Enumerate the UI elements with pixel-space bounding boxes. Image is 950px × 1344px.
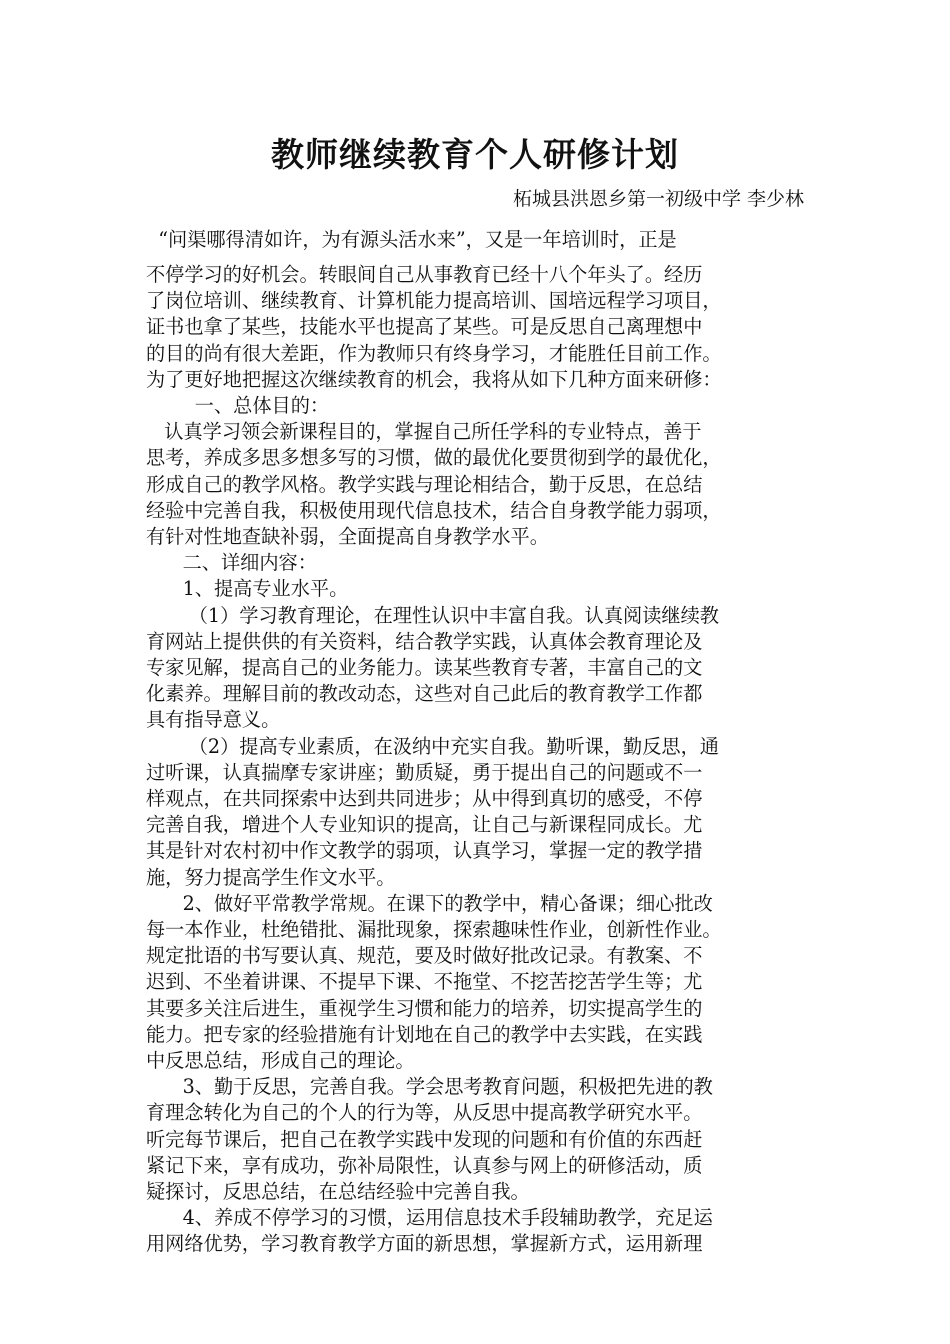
body-line: 能力。把专家的经验措施有计划地在自己的教学中去实践，在实践 bbox=[146, 1022, 703, 1046]
body-line: 施，努力提高学生作文水平。 bbox=[146, 865, 396, 889]
body-line: 有针对性地查缺补弱，全面提高自身教学水平。 bbox=[146, 525, 549, 548]
body-line: 过听课，认真揣摩专家讲座；勤质疑，勇于提出自己的问题或不一 bbox=[146, 760, 703, 784]
body-line: 认真学习领会新课程目的，掌握自己所任学科的专业特点，善于 bbox=[146, 420, 702, 444]
body-line: 育网站上提供供的有关资料，结合教学实践，认真体会教育理论及 bbox=[146, 629, 703, 653]
body-line: 的目的尚有很大差距，作为教师只有终身学习，才能胜任目前工作。 bbox=[146, 341, 722, 365]
body-line: 具有指导意义。 bbox=[146, 708, 281, 732]
body-line: 形成自己的教学风格。教学实践与理论相结合，勤于反思，在总结 bbox=[146, 472, 703, 496]
body-line: 2、做好平常教学常规。在课下的教学中，精心备课；细心批改 bbox=[146, 891, 713, 915]
body-line: 1、提高专业水平。 bbox=[146, 577, 349, 601]
body-line: 了岗位培训、继续教育、计算机能力提高培训、国培远程学习项目， bbox=[146, 289, 722, 313]
body-line: 其要多关注后进生，重视学生习惯和能力的培养，切实提高学生的 bbox=[146, 996, 703, 1020]
body-line: 规定批语的书写要认真、规范，要及时做好批改记录。有教案、不 bbox=[146, 944, 703, 968]
body-line: （1）学习教育理论，在理性认识中丰富自我。认真阅读继续教 bbox=[146, 603, 719, 627]
body-line: 经验中完善自我，积极使用现代信息技术，结合自身教学能力弱项， bbox=[146, 498, 722, 522]
body-line: 3、勤于反思，完善自我。学会思考教育问题，积极把先进的教 bbox=[146, 1075, 713, 1099]
body-line: 听完每节课后，把自己在教学实践中发现的问题和有价值的东西赶 bbox=[146, 1127, 703, 1151]
body-line: 4、养成不停学习的习惯，运用信息技术手段辅助教学，充足运 bbox=[146, 1206, 713, 1230]
body-line: 每一本作业，杜绝错批、漏批现象，探索趣味性作业，创新性作业。 bbox=[146, 918, 722, 941]
body-line: 中反思总结，形成自己的理论。 bbox=[146, 1049, 415, 1072]
body-line: 完善自我，增进个人专业知识的提高，让自己与新课程同成长。尤 bbox=[146, 813, 703, 837]
body-line: 思考，养成多思多想多写的习惯，做的最优化要贯彻到学的最优化， bbox=[146, 446, 722, 470]
body-line: （2）提高专业素质，在汲纳中充实自我。勤听课，勤反思，通 bbox=[146, 734, 719, 758]
body-line: 用网络优势，学习教育教学方面的新思想，掌握新方式，运用新理 bbox=[146, 1232, 703, 1256]
body-line: 育理念转化为自己的个人的行为等，从反思中提高教学研究水平。 bbox=[146, 1101, 703, 1125]
body-line: 化素养。理解目前的教改动态，这些对自己此后的教育教学工作都 bbox=[146, 682, 703, 706]
body-line: 为了更好地把握这次继续教育的机会，我将从如下几种方面来研修： bbox=[146, 367, 722, 391]
body-line: 样观点，在共同探索中达到共同进步；从中得到真切的感受，不停 bbox=[146, 787, 703, 810]
body-line: 迟到、不坐着讲课、不提早下课、不拖堂、不挖苦挖苦学生等；尤 bbox=[146, 970, 703, 994]
body-line: 紧记下来，享有成功，弥补局限性，认真参与网上的研修活动，质 bbox=[146, 1153, 703, 1177]
body-line: 疑探讨，反思总结，在总结经验中完善自我。 bbox=[146, 1180, 530, 1203]
body-line: 二、详细内容： bbox=[146, 551, 317, 575]
author-line: 柘城县洪恩乡第一初级中学 李少林 bbox=[512, 188, 804, 210]
body-line: 专家见解，提高自己的业务能力。读某些教育专著，丰富自己的文 bbox=[146, 656, 703, 679]
body-line: 一、总体目的： bbox=[146, 394, 330, 417]
body-line: “问渠哪得清如许，为有源头活水来”，又是一年培训时，正是 bbox=[146, 228, 677, 251]
body-line: 不停学习的好机会。转眼间自己从事教育已经十八个年头了。经历 bbox=[146, 263, 703, 286]
body-line: 证书也拿了某些，技能水平也提高了某些。可是反思自己离理想中 bbox=[146, 315, 703, 339]
document-title: 教师继续教育个人研修计划 bbox=[271, 135, 679, 174]
body-line: 其是针对农村初中作文教学的弱项，认真学习，掌握一定的教学措 bbox=[146, 839, 703, 863]
